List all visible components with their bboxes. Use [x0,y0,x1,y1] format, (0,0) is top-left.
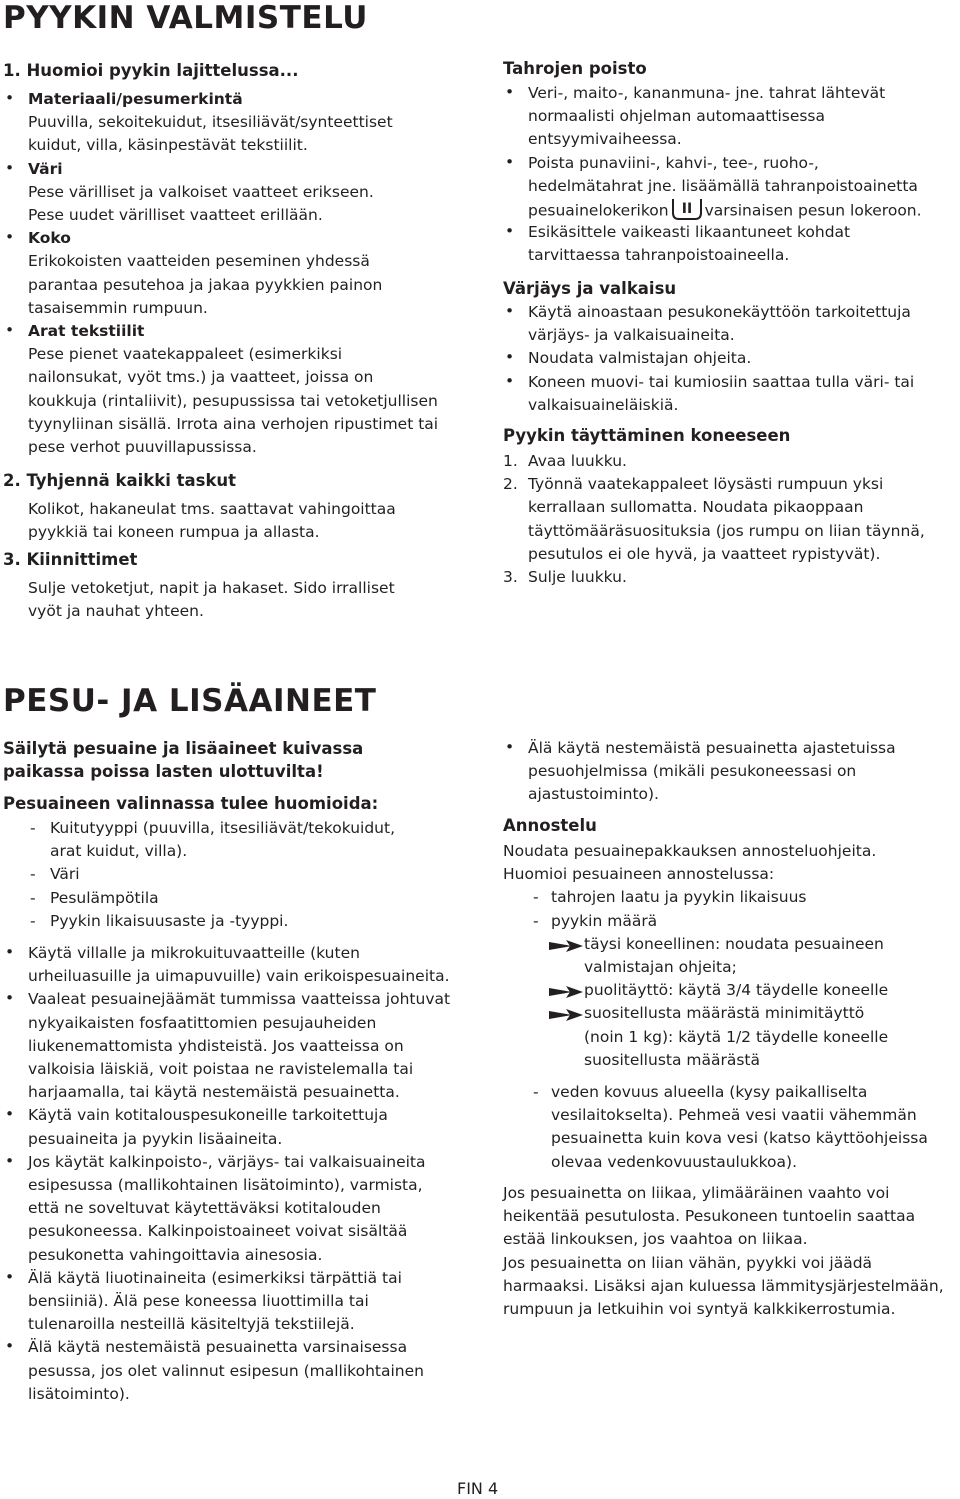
text-line: urheiluasuille ja uimapuvuille) vain erikoispesuaineita. [28,967,450,986]
text-line: Pyykin likaisuusaste ja -tyyppi. [50,911,289,930]
text-line: Väri [50,865,80,884]
text-line: värjäys- ja valkaisuaineita. [528,326,735,345]
bullet-mark: • [5,1267,15,1286]
text-line: Kuitutyyppi (puuvilla, itsesiliävät/tekokuidut, [50,819,396,837]
text-line: nailonsukat, vyöt tms.) ja vaatteet, joissa on [28,368,374,387]
text-line: tahrojen laatu ja pyykin likaisuus [551,888,807,907]
text-line: parantaa pesutehoa ja jakaa pyykkien painon [28,275,383,294]
sub-heading: 2. Tyhjennä kaikki taskut [3,471,237,490]
warning-text: Säilytä pesuaine ja lisäaineet kuivassa [3,739,364,758]
text-line: Noudata valmistajan ohjeita. [528,349,752,368]
text-line: Jos pesuainetta on liikaa, ylimääräinen vaahto voi [503,1184,890,1202]
step-number: 2. [503,475,518,494]
text-line: Pese värilliset ja valkoiset vaatteet erikseen. [28,182,374,201]
text-line: entsyymivaiheessa. [528,130,682,149]
text-line: hedelmätahrat jne. lisäämällä tahranpoistoainetta [528,176,918,195]
text-line: kuidut, villa, käsinpestävät tekstiilit. [28,136,308,155]
text-line: puolitäyttö: käytä 3/4 täydelle koneelle [584,981,889,1000]
bullet-mark: • [5,989,15,1008]
item-title: Väri [28,159,63,178]
dash-mark: - [30,819,36,837]
text-line: Käytä ainoastaan pesukonekäyttöön tarkoitettuja [528,303,911,321]
item-title: Arat tekstiilit [28,322,145,340]
bullet-mark: • [5,1337,15,1356]
dash-mark: - [30,888,36,907]
bullet-mark: • [505,348,515,367]
compartment-line-post: varsinaisen pesun lokeroon. [704,201,922,220]
text-line: rumpuun ja letkuihin voi syntyä kalkkikerrostumia. [503,1300,896,1318]
bullet-mark: • [505,302,515,320]
sub-heading: Pyykin täyttäminen koneeseen [503,426,791,445]
bullet-mark: • [5,321,15,339]
text-line: pese verhot puuvillapussissa. [28,438,257,456]
text-line: valkoisia läiskiä, voit poistaa ne ravistelemalla tai [28,1060,414,1078]
dash-mark: - [30,865,36,884]
bullet-mark: • [505,371,515,390]
text-line: suositellusta määrästä [584,1050,761,1069]
bullet-mark: • [5,1151,15,1170]
sub-heading: Annostelu [503,816,597,835]
text-line: heikentää pesutulosta. Pesukoneen tuntoelin saattaa [503,1207,916,1226]
text-line: koukkuja (rintaliivit), pesupussissa tai vetoketjullisen [28,391,438,410]
text-line: veden kovuus alueella (kysy paikalliselta [551,1083,868,1101]
text-line: harjaamalla, tai käytä nestemäistä pesuainetta. [28,1083,400,1102]
text-line: pyykin määrä [551,911,658,930]
step-number: 3. [503,568,518,586]
text-line: tulenaroilla nesteillä käsiteltyjä tekstiilejä. [28,1315,355,1334]
section-title: PYYKIN VALMISTELU [3,0,368,36]
text-line: liukenemattomista yhdisteistä. Jos vaatteissa on [28,1036,404,1055]
text-line: estää linkouksen, jos vaahtoa on liikaa. [503,1230,808,1249]
sub-heading: 1. Huomioi pyykin lajittelussa... [3,61,299,80]
dash-mark: - [533,1083,539,1101]
text-line: Veri-, maito-, kananmuna- jne. tahrat lähtevät [528,84,886,102]
text-line: kerrallaan sullomatta. Noudata pikaoppaan [528,498,864,517]
step-number: 1. [503,452,518,470]
text-line: (noin 1 kg): käytä 1/2 täydelle koneelle [584,1027,889,1046]
text-line: Älä käytä liuotinaineita (esimerkiksi tärpättiä tai [28,1268,402,1287]
sub-heading: 3. Kiinnittimet [3,550,138,569]
bullet-mark: • [5,89,15,107]
arrow-right-icon [548,985,584,999]
compartment-symbol: II [681,201,692,217]
sub-heading: Pesuaineen valinnassa tulee huomioida: [3,794,379,813]
text-line: Sulje luukku. [528,568,627,586]
main-wash-compartment-icon [671,198,703,220]
sub-heading: Värjäys ja valkaisu [503,279,677,298]
bullet-mark: • [505,83,515,101]
text-line: pesukoneessa. Kalkinpoistoaineet voivat sisältää [28,1222,408,1241]
text-line: Poista punaviini-, kahvi-, tee-, ruoho-, [528,153,819,172]
text-line: Koneen muovi- tai kumiosiin saattaa tulla väri- tai [528,372,915,391]
text-line: tyynyliinan sisällä. Irrota aina verhojen ripustimet tai [28,414,439,433]
dash-mark: - [30,911,36,930]
text-line: Jos käytät kalkinpoisto-, värjäys- tai valkaisuaineita [28,1152,426,1171]
text-line: nykyaikaisten fosfaatittomien pesujauheiden [28,1013,377,1032]
text-line: valmistajan ohjeita; [584,958,737,976]
dash-mark: - [533,888,539,907]
compartment-line-pre: pesuainelokerikon [528,201,669,220]
text-line: pyykkiä tai koneen rumpua ja allasta. [28,523,320,542]
warning-text: paikassa poissa lasten ulottuvilta! [3,762,324,782]
text-line: suositellusta määrästä minimitäyttö [584,1004,865,1023]
text-line: pesussa, jos olet valinnut esipesun (mallikohtainen [28,1361,424,1380]
section-title: PESU- JA LISÄAINEET [3,683,377,719]
text-line: vyöt ja nauhat yhteen. [28,602,204,621]
bullet-mark: • [5,1105,15,1124]
text-line: Huomioi pesuaineen annostelussa: [503,865,775,884]
text-line: Kolikot, hakaneulat tms. saattavat vahingoittaa [28,500,396,518]
text-line: tarvittaessa tahranpoistoaineella. [528,246,790,265]
text-line: olevaa vedenkovuustaulukkoa). [551,1152,798,1171]
text-line: täysi koneellinen: noudata pesuaineen [584,934,884,953]
bullet-mark: • [5,158,15,177]
sub-heading: Tahrojen poisto [503,59,647,78]
item-title: Koko [28,229,71,248]
text-line: harmaaksi. Lisäksi ajan kuluessa lämmitysjärjestelmään, [503,1276,944,1295]
text-line: Käytä vain kotitalouspesukoneille tarkoitettuja [28,1106,388,1125]
text-line: ajastustoiminto). [528,785,659,804]
text-line: Työnnä vaatekappaleet löysästi rumpuun yksi [528,475,884,494]
text-line: Pese uudet värilliset vaatteet erillään. [28,206,323,224]
text-line: pesutulos ei ole hyvä, ja vaatteet rypistyvät). [528,544,881,563]
text-line: esipesussa (mallikohtainen lisätoiminto), varmista, [28,1176,423,1194]
bullet-mark: • [505,738,515,756]
text-line: bensiiniä). Älä pese koneessa liuottimilla tai [28,1292,369,1310]
bullet-mark: • [5,228,15,247]
text-line: lisätoiminto). [28,1384,130,1403]
text-line: että ne soveltuvat käytettäväksi kotitalouden [28,1199,381,1218]
text-line: Noudata pesuainepakkauksen annosteluohjeita. [503,842,877,860]
bullet-mark: • [5,943,15,961]
item-title: Materiaali/pesumerkintä [28,90,243,108]
text-line: täyttömääräsuosituksia (jos rumpu on liian täynnä, [528,521,925,540]
text-line: valkaisuaineläiskiä. [528,395,679,414]
text-line: tasaisemmin rumpuun. [28,298,208,317]
text-line: vesilaitokselta). Pehmeä vesi vaatii vähemmän [551,1106,917,1125]
page-number: FIN 4 [457,1479,499,1498]
text-line: Älä käytä nestemäistä pesuainetta varsinaisessa [28,1338,408,1357]
text-line: Jos pesuainetta on liian vähän, pyykki voi jäädä [503,1253,873,1272]
text-line: normaalisti ohjelman automaattisessa [528,107,826,126]
text-line: pesukonetta vahingoittavia ainesosia. [28,1245,323,1264]
bullet-mark: • [505,152,515,171]
text-line: Pesulämpötila [50,888,159,907]
text-line: Erikokoisten vaatteiden peseminen yhdessä [28,252,370,271]
bullet-mark: • [505,222,515,241]
dash-mark: - [533,911,539,930]
text-line: Pese pienet vaatekappaleet (esimerkiksi [28,345,343,364]
text-line: Vaaleat pesuainejäämät tummissa vaatteissa johtuvat [28,990,451,1009]
text-line: Käytä villalle ja mikrokuituvaatteille (kuten [28,944,360,962]
text-line: Sulje vetoketjut, napit ja hakaset. Sido irralliset [28,579,395,597]
text-line: pesuainetta kuin kova vesi (katso käyttöohjeissa [551,1129,928,1148]
text-line: Esikäsittele vaikeasti likaantuneet kohdat [528,223,851,242]
arrow-right-icon [548,1008,584,1022]
text-line: Puuvilla, sekoitekuidut, itsesiliävät/synteettiset [28,113,393,132]
text-line: Älä käytä nestemäistä pesuainetta ajastetuissa [528,739,896,757]
text-line: Avaa luukku. [528,452,627,470]
text-line: arat kuidut, villa). [50,842,188,861]
text-line: pesuohjelmissa (mikäli pesukoneessasi on [528,762,857,781]
arrow-right-icon [548,939,584,953]
compartment-line [528,202,922,220]
text-line: pesuaineita ja pyykin lisäaineita. [28,1129,283,1148]
